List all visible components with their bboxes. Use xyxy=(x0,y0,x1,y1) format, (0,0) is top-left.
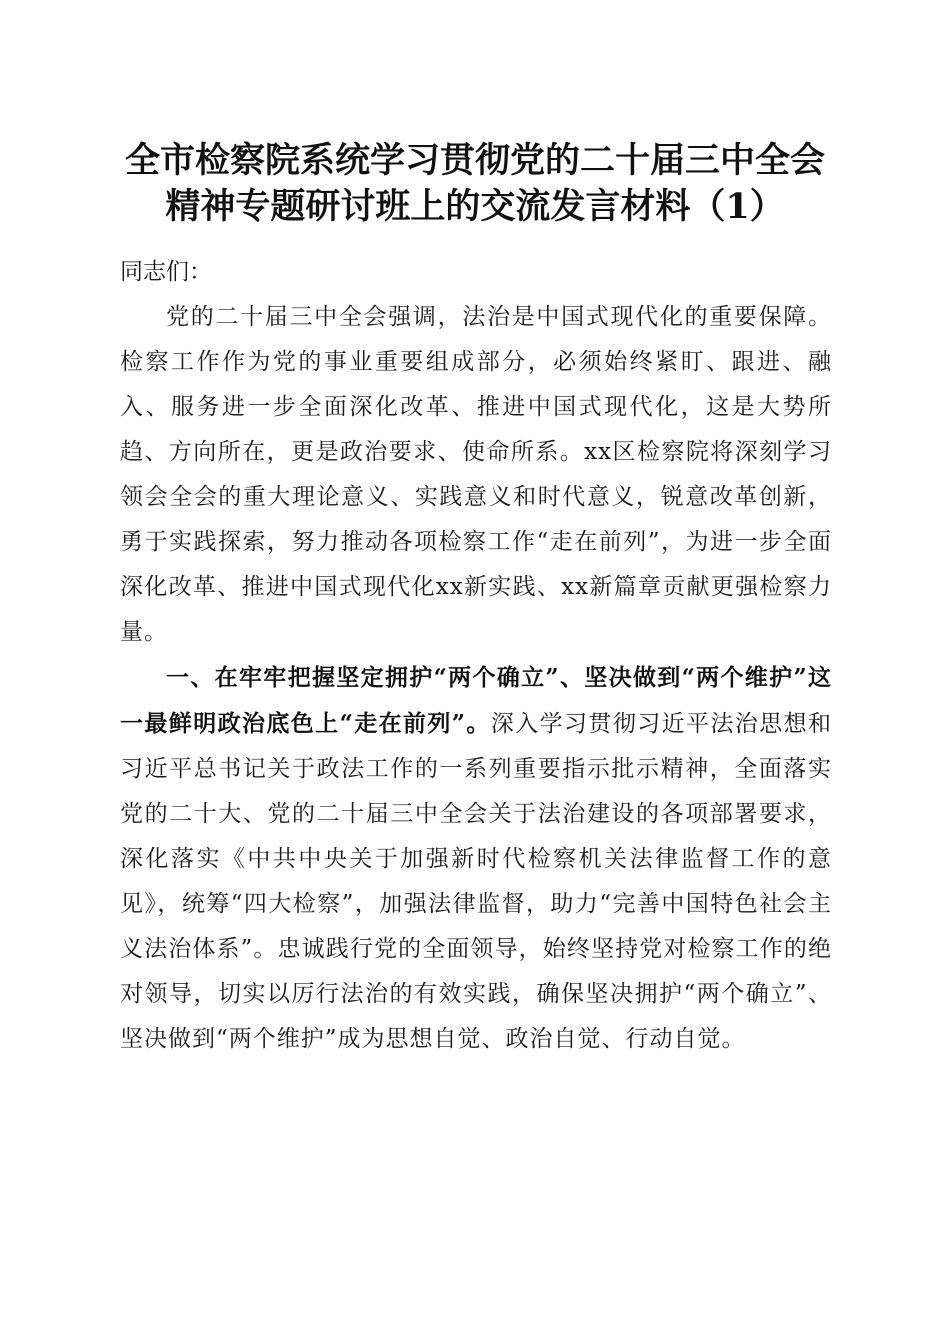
document-body xyxy=(120,250,832,1062)
section-1-body: 深入学习贯彻习近平法治思想和习近平总书记关于政法工作的一系列重要指示批示精神，全面落实党的二十大、党的二十届三中全会关于法治建设的各项部署要求，深化落实《中共中央关于加强新时代检察机关法律监督工作的意见》，统筹“四大检察”，加强法律监督，助力“完善中国特色社会主义法治体系”。忠诚践行党的全面领导，始终坚持党对检察工作的绝对领导，切实以厉行法治的有效实践，确保坚决拥护“两个确立”、坚决做到“两个维护”成为思想自觉、政治自觉、行动自觉。 xyxy=(120,711,832,1052)
paragraph-intro: 党的二十届三中全会强调，法治是中国式现代化的重要保障。检察工作作为党的事业重要组成部分，必须始终紧盯、跟进、融入、服务进一步全面深化改革、推进中国式现代化，这是大势所趋、方向所在，更是政治要求、使命所系。xx区检察院将深刻学习领会全会的重大理论意义、实践意义和时代意义，锐意改革创新，勇于实践探索，努力推动各项检察工作“走在前列”，为进一步全面深化改革、推进中国式现代化xx新实践、xx新篇章贡献更强检察力量。 xyxy=(120,304,832,645)
title-line-2: 精神专题研讨班上的交流发言材料（1） xyxy=(165,186,785,227)
section-1-heading: 一、在牢牢把握坚定拥护“两个确立”、坚决做到“两个维护”这一最鲜明政治底色上“走在前列”。 xyxy=(120,664,832,737)
salutation: 同志们： xyxy=(120,259,212,285)
document-title xyxy=(90,138,860,230)
paragraph-section-1 xyxy=(120,655,832,1062)
title-line-1: 全市检察院系统学习贯彻党的二十届三中全会 xyxy=(124,140,825,181)
